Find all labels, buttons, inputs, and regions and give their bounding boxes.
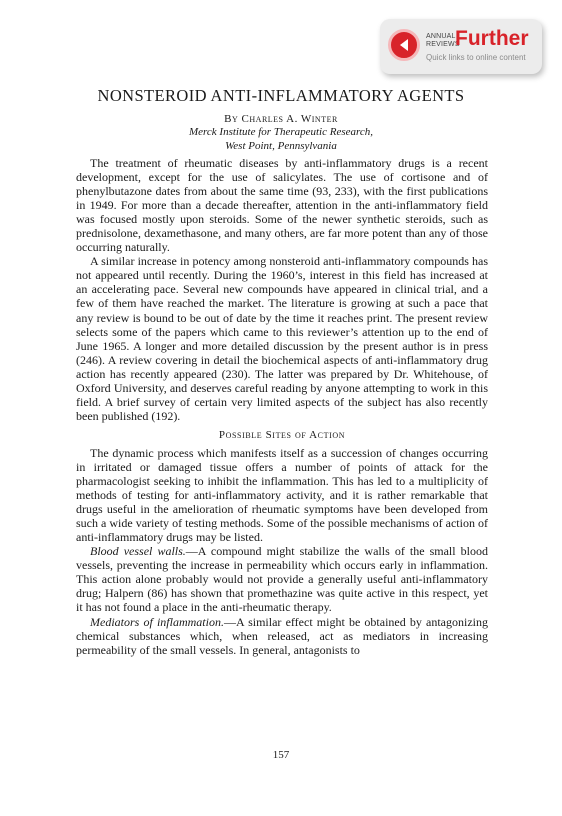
paragraph: The dynamic process which manifests itself as a succession of changes occurring in irritated or damaged tissue offers a number of points of attack for the pharmacologist seeking to inhibit the inflammation. This has led to a multiplicity of methods of testing for anti-inflammatory activity, and it is rather remarkable that drugs useful in the amelioration of rheumatic symptoms have been developed from such a wide variety of testing methods. Some of the possible mechanisms of action of anti-inflammatory drugs may be listed.	[76, 445, 488, 545]
byline: By Charles A. Winter	[224, 113, 338, 125]
affiliation: Merck Institute for Therapeutic Research, West Point, Pennsylvania	[189, 126, 373, 152]
paragraph: The treatment of rheumatic diseases by anti-inflammatory drugs is a recent development, except for the use of salicylates. The use of cortisone and of phenylbutazone dates from about the same time (93, 233), with the first publications in 1949. For more than a decade thereafter, attention in the anti-inflammatory field was focused mostly upon steroids. Some of the newer synthetic steroids, such as prednisolone, dexamethasone, and many others, are far more potent than any of those occurring naturally.	[76, 156, 488, 255]
article-title: NONSTEROID ANTI-INFLAMMATORY AGENTS	[97, 86, 465, 105]
paragraph-lead: Blood vessel walls.	[90, 544, 186, 559]
paragraph: Mediators of inflammation.—A similar effect might be obtained by antagonizing chemical substances which, when released, act as mediators in increasing permeability of the small vessels. In general, antagonists to	[76, 614, 488, 657]
further-label: Further	[455, 27, 529, 50]
quick-links-text: Quick links to online content	[426, 53, 526, 62]
section-heading: Possible Sites of Action	[218, 428, 346, 441]
article-body	[76, 156, 488, 657]
paragraph: Blood vessel walls.—A compound might stabilize the walls of the small blood vessels, preventing the increase in permeability which occurs early in inflammation. This action alone probably would not provide a generally useful anti-inflammatory drug; Halpern (86) has shown that promethazine was quite active in this respect, yet it has not found a place in the anti-rheumatic therapy.	[76, 544, 488, 615]
page-number: 157	[272, 749, 290, 761]
further-badge[interactable]	[380, 19, 542, 74]
paragraph-lead: Mediators of inflammation.	[90, 614, 224, 629]
annual-reviews-logo: ANNUAL REVIEWS	[426, 33, 460, 48]
play-icon	[388, 29, 420, 61]
paragraph: A similar increase in potency among nonsteroid anti-inflammatory compounds has not appeared until recently. During the 1960’s, interest in this field has increased at an accelerating pace. Several new compounds have appeared in clinical trial, and a few of them have reached the market. The literature is growing at such a pace that any review is bound to be out of date by the time it reaches print. The present review selects some of the papers which came to this reviewer’s attention up to the end of June 1965. A longer and more detailed discussion by the present author is in press (246). A review covering in detail the biochemical aspects of anti-inflammatory drug action has recently appeared (230). The latter was prepared by Dr. Whitehouse, of Oxford University, and deserves careful reading by anyone attempting to work in this field. A brief survey of certain very limited aspects of the subject has also recently been published (192).	[76, 254, 488, 423]
author-name: Charles A. Winter	[241, 113, 338, 125]
